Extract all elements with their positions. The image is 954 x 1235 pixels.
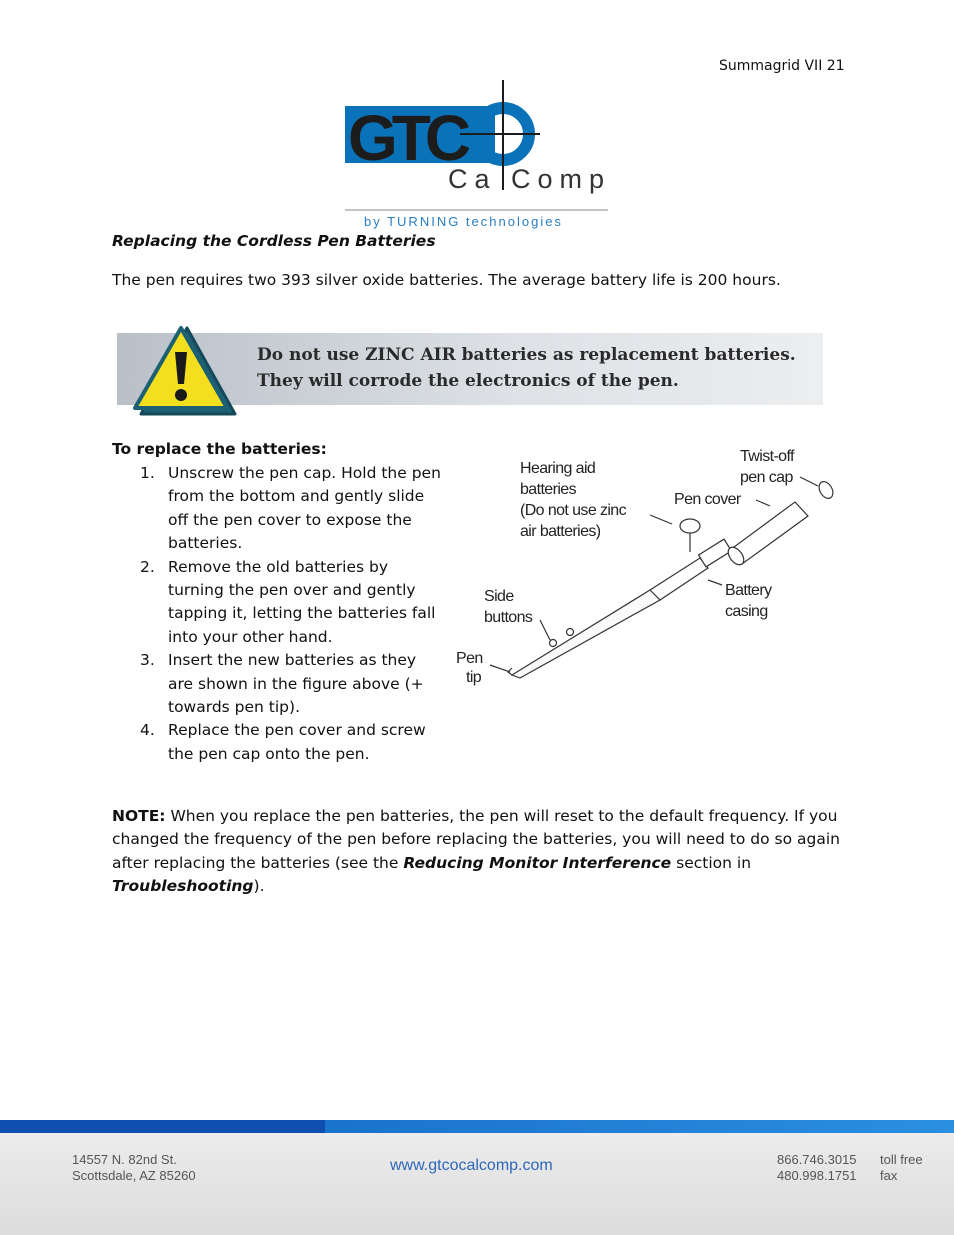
footer-phone-labels (880, 1152, 923, 1184)
phone-fax: 480.998.1751 (777, 1168, 857, 1183)
warning-callout (117, 322, 823, 420)
intro-paragraph: The pen requires two 393 silver oxide batteries. The average battery life is 200 hours. (112, 271, 781, 289)
footer-phones (777, 1152, 857, 1184)
footer-address (72, 1152, 196, 1184)
warning-line-1: Do not use ZINC AIR batteries as replacement batteries. (257, 345, 796, 365)
label-hearing-aid-4: air batteries) (520, 523, 601, 540)
label-toll-free: toll free (880, 1152, 923, 1167)
label-pen-tip-1: Pen (456, 650, 483, 667)
label-hearing-aid-3: (Do not use zinc (520, 502, 627, 519)
address-line-1: 14557 N. 82nd St. (72, 1152, 177, 1167)
step-number: 3. (140, 651, 155, 670)
step-text: Remove the old batteries by turning the pen over and gently tapping it, letting the batteries fall into your other hand. (168, 557, 436, 646)
footer-accent-bar (0, 1120, 325, 1133)
label-pen-cover: Pen cover (674, 491, 741, 508)
page-footer (0, 1120, 954, 1235)
step-number: 1. (140, 464, 155, 482)
svg-text:GTC: GTC (348, 102, 466, 174)
svg-text:Comp: Comp (511, 164, 612, 194)
label-battery-casing-2: casing (725, 603, 768, 620)
gtco-calcomp-logo (340, 78, 615, 230)
label-hearing-aid-2: batteries (520, 481, 576, 498)
label-battery-casing-1: Battery (725, 582, 772, 599)
note-text-1: When you replace the pen batteries, the pen will reset to the default frequency. If you changed the frequency of the pen before replacing the batteries, you will need to do so again after replacing the batteries (see the (112, 807, 840, 872)
list-item (112, 462, 442, 556)
note-ref-interference: Reducing Monitor Interference (403, 853, 672, 872)
note-text-2: section in (671, 853, 752, 872)
warning-triangle-icon (131, 322, 239, 420)
note-paragraph (112, 805, 847, 899)
list-item (112, 556, 442, 650)
step-text: Replace the pen cover and screw the pen cap onto the pen. (168, 721, 426, 763)
svg-text:by TURNING technologies: by TURNING technologies (364, 214, 563, 229)
section-title: Replacing the Cordless Pen Batteries (112, 232, 436, 250)
label-twist-off-1: Twist-off (740, 448, 794, 465)
label-pen-tip-2: tip (466, 669, 482, 686)
step-text: Unscrew the pen cap. Hold the pen from the bottom and gently slide off the pen cover to expose the batteries. (168, 464, 441, 553)
list-item (112, 649, 442, 719)
page-header: Summagrid VII 21 (719, 58, 845, 74)
note-ref-troubleshooting: Troubleshooting (112, 877, 254, 896)
footer-website-link[interactable]: www.gtcocalcomp.com (390, 1157, 553, 1174)
note-label: NOTE: (112, 807, 166, 825)
label-hearing-aid-1: Hearing aid (520, 460, 596, 477)
step-number: 4. (140, 721, 155, 740)
address-line-2: Scottsdale, AZ 85260 (72, 1168, 196, 1183)
pen-diagram (450, 440, 845, 690)
label-fax: fax (880, 1168, 898, 1183)
label-side-buttons-1: Side (484, 588, 514, 605)
label-twist-off-2: pen cap (740, 469, 793, 486)
list-item (112, 719, 442, 766)
footer-accent-bar-light (325, 1120, 954, 1133)
step-number: 2. (140, 557, 155, 576)
svg-text:Ca: Ca (448, 164, 497, 194)
label-side-buttons-2: buttons (484, 609, 533, 626)
steps-list (112, 462, 442, 766)
phone-toll-free: 866.746.3015 (777, 1152, 857, 1167)
step-text: Insert the new batteries as they are shown in the figure above (+ towards pen tip). (168, 651, 424, 717)
note-text-3: ). (253, 877, 265, 896)
steps-heading: To replace the batteries: (112, 440, 327, 458)
warning-line-2: They will corrode the electronics of the pen. (257, 371, 679, 391)
footer-band (0, 1133, 954, 1235)
warning-text (257, 342, 796, 394)
